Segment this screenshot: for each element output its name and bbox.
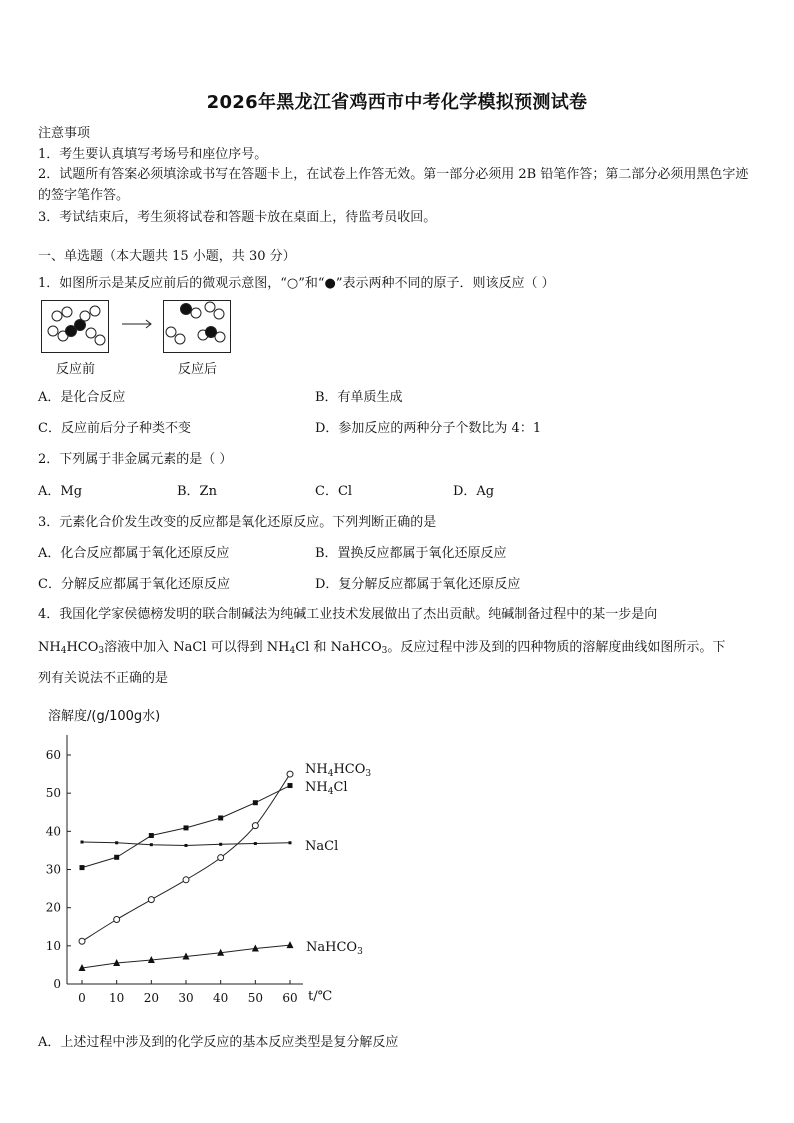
data-point — [252, 823, 258, 829]
q4-stem-line2: $NH_4HCO_3$溶液中加入 NaCl 可以得到 $NH_4Cl$ 和 NaHCO$_3$。反应过程中涉及到的四种物质的溶解度曲线如图所示。下 — [38, 640, 726, 656]
data-point — [287, 941, 294, 948]
q1-option-d: D．参加反应的两种分子个数比为 4：1 — [315, 421, 542, 436]
x-tick-label: 10 — [109, 991, 125, 1005]
q3-option-a: A．化合反应都属于氧化还原反应 — [38, 546, 230, 561]
data-point — [287, 771, 293, 777]
data-point — [79, 938, 85, 944]
notes-heading: 注意事项 — [38, 126, 91, 141]
y-tick-label: 40 — [45, 824, 61, 839]
q2-stem: 2．下列属于非金属元素的是（ ） — [38, 452, 233, 467]
q1-option-b: B．有单质生成 — [315, 390, 403, 405]
series-line-circle — [82, 774, 290, 941]
series-label: NaHCO$_3$ — [306, 940, 363, 957]
data-point — [288, 783, 293, 788]
series-label: $NH_4Cl$ — [305, 780, 348, 797]
data-point — [149, 833, 154, 838]
section-heading: 一、单选题（本大题共 15 小题，共 30 分） — [38, 249, 296, 264]
data-point — [254, 842, 257, 845]
after-label: 反应后 — [178, 362, 218, 377]
note-item-2: 2．试题所有答案必须填涂或书写在答题卡上，在试卷上作答无效。第一部分必须用 2B 铅笔作答；第二部分必须用黑色字迹的签字笔作答。 — [38, 167, 749, 203]
y-tick-label: 20 — [45, 900, 61, 915]
y-tick-label: 30 — [45, 862, 61, 877]
q3-stem: 3．元素化合价发生改变的反应都是氧化还原反应。下列判断正确的是 — [38, 515, 437, 530]
q1-option-c: C．反应前后分子种类不变 — [38, 421, 191, 436]
data-point — [185, 844, 188, 847]
q1-option-a: A．是化合反应 — [38, 390, 126, 405]
data-point — [218, 815, 223, 820]
x-tick-label: 40 — [213, 991, 229, 1005]
q3-option-c: C．分解反应都属于氧化还原反应 — [38, 577, 230, 592]
note-item-1: 1．考生要认真填写考场号和座位序号。 — [38, 147, 268, 162]
before-label: 反应前 — [56, 362, 96, 377]
data-point — [183, 877, 189, 883]
series-label: NaCl — [305, 839, 339, 854]
x-axis-label: t/℃ — [308, 989, 333, 1004]
y-tick-label: 50 — [45, 786, 61, 801]
series-label: $NH_4HCO_3$ — [305, 762, 372, 779]
data-point — [148, 897, 154, 903]
data-point — [80, 865, 85, 870]
x-tick-label: 50 — [247, 991, 263, 1005]
q1-stem: 1．如图所示是某反应前后的微观示意图，“○”和“●”表示两种不同的原子．则该反应（ ） — [38, 276, 555, 291]
data-point — [219, 843, 222, 846]
data-point — [81, 841, 84, 844]
data-point — [289, 841, 292, 844]
y-axis-label: 溶解度/(g/100g水) — [48, 709, 161, 724]
x-tick-label: 20 — [143, 991, 159, 1005]
data-point — [114, 855, 119, 860]
q3-option-b: B．置换反应都属于氧化还原反应 — [315, 546, 507, 561]
data-point — [115, 841, 118, 844]
q3-option-d: D．复分解反应都属于氧化还原反应 — [315, 577, 521, 592]
y-tick-label: 60 — [45, 748, 61, 762]
q4-stem-line1: 4．我国化学家侯德榜发明的联合制碱法为纯碱工业技术发展做出了杰出贡献。纯碱制备过程中的某一步是向 — [38, 607, 658, 622]
data-point — [114, 916, 120, 922]
q2-option-d: D．Ag — [453, 484, 495, 499]
data-point — [150, 843, 153, 846]
x-tick-label: 30 — [178, 991, 194, 1005]
q2-option-c: C．Cl — [315, 484, 353, 499]
x-tick-label: 60 — [282, 991, 298, 1005]
note-item-3: 3．考试结束后，考生须将试卷和答题卡放在桌面上，待监考员收回。 — [38, 210, 437, 225]
data-point — [253, 800, 258, 805]
y-tick-label: 0 — [53, 977, 61, 991]
q4-stem-line3: 列有关说法不正确的是 — [38, 671, 169, 686]
data-point — [218, 855, 224, 861]
data-point — [184, 825, 189, 830]
page-title: 2026年黑龙江省鸡西市中考化学模拟预测试卷 — [206, 92, 588, 113]
y-tick-label: 10 — [45, 938, 61, 953]
q2-option-a: A．Mg — [38, 484, 83, 499]
q4-option-a: A．上述过程中涉及到的化学反应的基本反应类型是复分解反应 — [38, 1035, 399, 1050]
x-tick-label: 0 — [78, 991, 86, 1005]
q2-option-b: B．Zn — [177, 484, 217, 499]
